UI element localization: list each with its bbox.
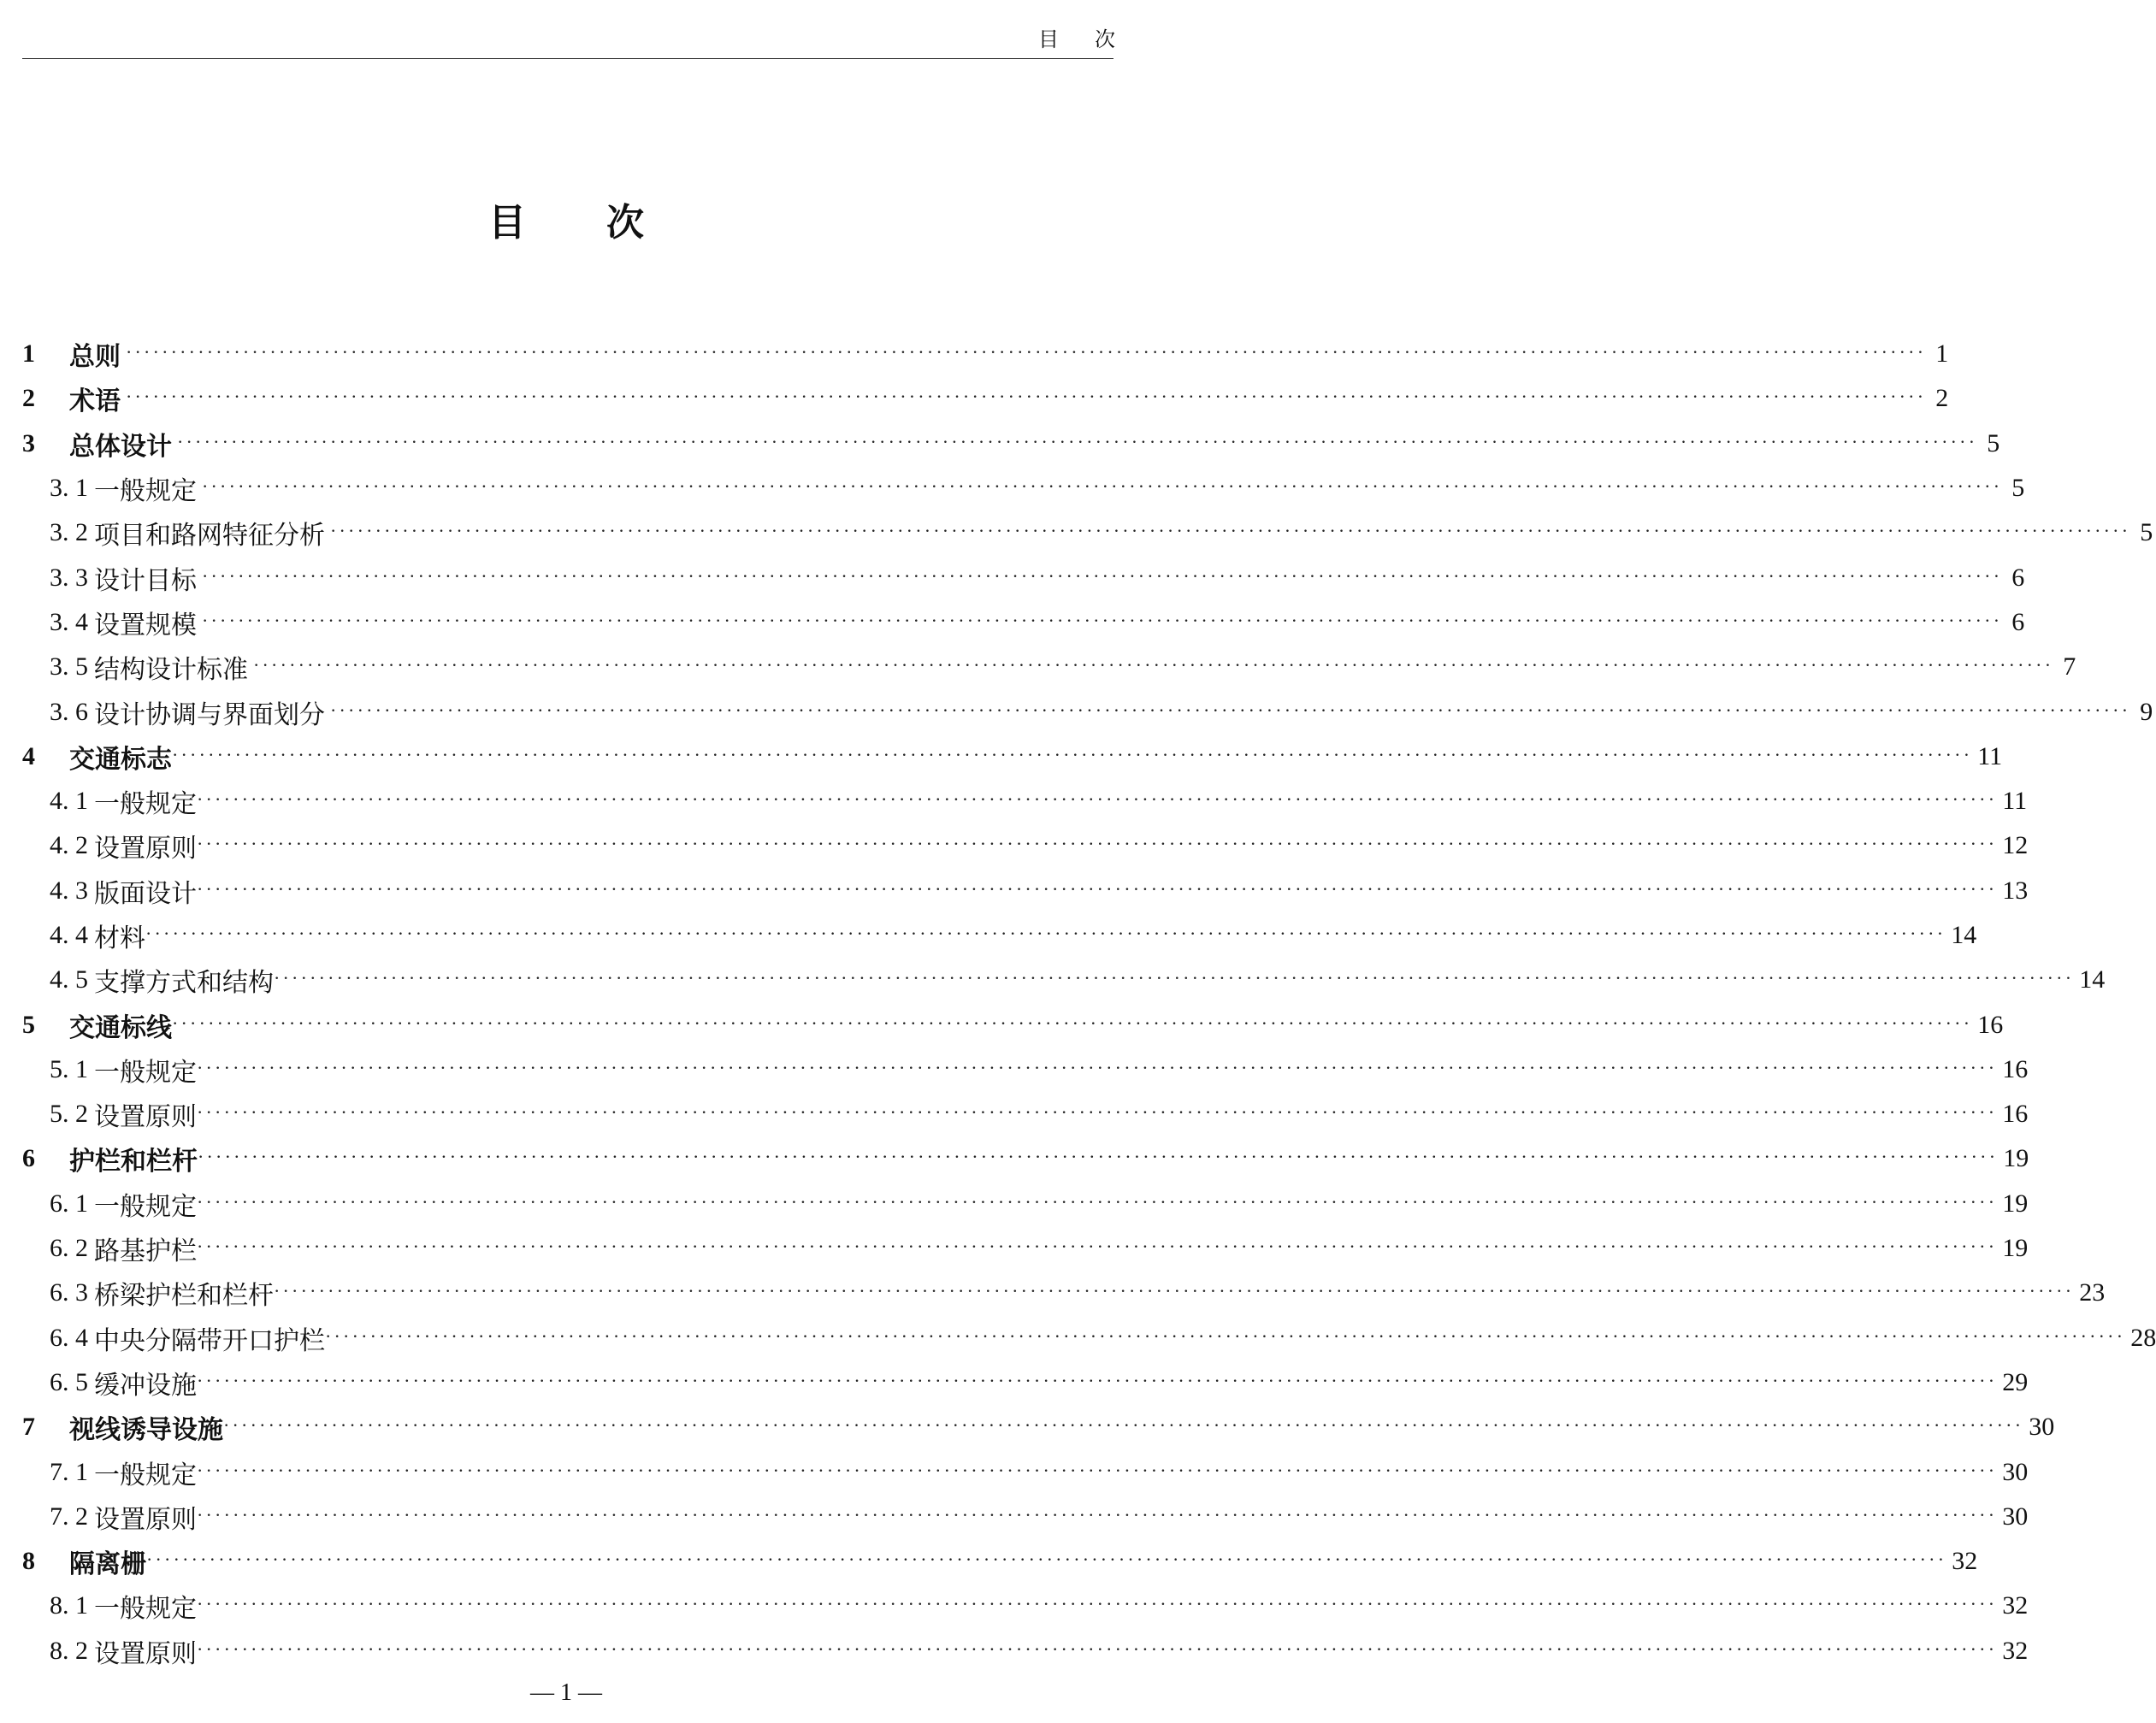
page-title xyxy=(0,192,1132,246)
toc-entry-title: 一般规定 xyxy=(94,1057,197,1088)
toc-section-entry[interactable] xyxy=(22,1360,2029,1405)
toc-entry-number: 3. 5 xyxy=(50,652,88,682)
toc-entry-page-number: 2 xyxy=(1935,384,1949,413)
toc-dot-leader: ········································································································································································································ xyxy=(197,1190,1998,1213)
toc-entry-page-number: 11 xyxy=(2002,787,2028,816)
toc-entry-page-number: 30 xyxy=(2002,1502,2029,1531)
toc-dot-leader: ········································································································································································································ xyxy=(126,341,1927,363)
toc-entry-title: 总体设计 xyxy=(69,431,172,462)
toc-section-entry[interactable] xyxy=(22,1226,2029,1271)
toc-entry-number: 5 xyxy=(22,1010,35,1039)
toc-dot-leader: ········································································································································································································ xyxy=(202,564,2003,587)
toc-entry-page-number: 30 xyxy=(2002,1457,2029,1486)
toc-section-entry[interactable] xyxy=(22,913,1977,958)
toc-dot-leader: ········································································································································································································ xyxy=(197,877,1998,900)
toc-entry-page-number: 14 xyxy=(2079,965,2106,994)
toc-entry-number: 6. 2 xyxy=(50,1234,88,1263)
toc-entry-number: 5. 2 xyxy=(50,1100,88,1129)
toc-dot-leader: ········································································································································································································ xyxy=(202,609,2003,631)
toc-entry-number: 3. 6 xyxy=(50,697,88,726)
toc-entry-title: 视线诱导设施 xyxy=(69,1415,223,1446)
toc-section-entry[interactable] xyxy=(22,645,2076,689)
toc-dot-leader: ········································································································································································································ xyxy=(197,833,1998,855)
toc-entry-title: 设置原则 xyxy=(94,834,197,864)
toc-entry-title: 一般规定 xyxy=(94,1191,197,1222)
running-header-right: 次 xyxy=(1095,27,1115,51)
toc-entry-title: 结构设计标准 xyxy=(94,655,248,686)
toc-dot-leader: ········································································································································································································ xyxy=(330,699,2131,721)
toc-entry-page-number: 16 xyxy=(1977,1010,2004,1039)
toc-entry-page-number: 32 xyxy=(2002,1591,2029,1620)
toc-dot-leader: ········································································································································································································ xyxy=(172,1012,1973,1034)
toc-section-entry[interactable] xyxy=(22,1449,2029,1494)
toc-chapter-entry[interactable] xyxy=(22,376,1949,421)
toc-entry-number: 7. 1 xyxy=(50,1457,88,1486)
toc-section-entry[interactable] xyxy=(22,823,2029,868)
toc-entry-number: 6. 3 xyxy=(50,1278,88,1307)
toc-entry-title: 桥梁护栏和栏杆 xyxy=(94,1281,274,1312)
toc-entry-number: 3. 4 xyxy=(50,607,88,636)
toc-entry-page-number: 11 xyxy=(1977,741,2003,770)
running-header xyxy=(1038,22,1115,52)
toc-entry-page-number: 19 xyxy=(2003,1144,2029,1173)
toc-dot-leader: ········································································································································································································ xyxy=(223,1414,2024,1437)
toc-entry-number: 8. 1 xyxy=(50,1591,88,1620)
toc-chapter-entry[interactable] xyxy=(22,332,1949,376)
toc-chapter-entry[interactable] xyxy=(22,1405,2055,1449)
toc-entry-page-number: 9 xyxy=(2140,697,2153,726)
toc-entry-number: 3 xyxy=(22,428,35,457)
toc-entry-number: 3. 2 xyxy=(50,518,88,547)
toc-entry-number: 8 xyxy=(22,1547,35,1576)
toc-entry-title: 支撑方式和结构 xyxy=(94,968,274,999)
toc-chapter-entry[interactable] xyxy=(22,1002,2004,1047)
toc-entry-page-number: 6 xyxy=(2011,607,2025,636)
toc-dot-leader: ········································································································································································································ xyxy=(197,1101,1998,1124)
toc-section-entry[interactable] xyxy=(22,1271,2106,1315)
toc-entry-number: 6. 1 xyxy=(50,1189,88,1218)
toc-entry-number: 6. 4 xyxy=(50,1323,88,1352)
toc-dot-leader: ········································································································································································································ xyxy=(172,743,1973,765)
toc-section-entry[interactable] xyxy=(22,1629,2029,1673)
toc-entry-title: 设计协调与界面划分 xyxy=(94,699,325,730)
toc-entry-number: 4. 3 xyxy=(50,876,88,905)
toc-entry-page-number: 30 xyxy=(2029,1413,2055,1442)
toc-entry-number: 3. 3 xyxy=(50,563,88,592)
toc-entry-number: 7. 2 xyxy=(50,1502,88,1531)
toc-dot-leader: ········································································································································································································ xyxy=(197,1236,1998,1258)
toc-dot-leader: ········································································································································································································ xyxy=(126,386,1927,408)
toc-entry-number: 4. 2 xyxy=(50,831,88,860)
toc-dot-leader: ········································································································································································································ xyxy=(197,1503,1998,1525)
toc-entry-title: 设置规模 xyxy=(94,610,197,640)
page-number-footer: — 1 — xyxy=(530,1679,602,1706)
toc-dot-leader: ········································································································································································································ xyxy=(253,654,2054,676)
toc-entry-number: 4. 1 xyxy=(50,787,88,816)
toc-dot-leader: ········································································································································································································ xyxy=(145,923,1946,944)
toc-section-entry[interactable] xyxy=(22,1584,2029,1628)
toc-chapter-entry[interactable] xyxy=(22,422,2000,466)
toc-entry-page-number: 5 xyxy=(2140,518,2153,547)
toc-section-entry[interactable] xyxy=(22,510,2153,555)
toc-section-entry[interactable] xyxy=(22,689,2153,734)
toc-entry-title: 缓冲设施 xyxy=(94,1370,197,1401)
toc-entry-page-number: 28 xyxy=(2130,1323,2156,1352)
toc-dot-leader: ········································································································································································································ xyxy=(197,1593,1998,1615)
toc-entry-title: 版面设计 xyxy=(94,878,197,909)
toc-entry-number: 8. 2 xyxy=(50,1636,88,1665)
toc-entry-page-number: 5 xyxy=(2011,474,2025,503)
toc-entry-page-number: 7 xyxy=(2063,652,2076,682)
toc-dot-leader: ········································································································································································································ xyxy=(274,967,2075,989)
toc-dot-leader: ········································································································································································································ xyxy=(330,520,2131,542)
toc-entry-title: 护栏和栏杆 xyxy=(69,1147,198,1177)
toc-entry-page-number: 19 xyxy=(2002,1234,2029,1263)
toc-entry-title: 一般规定 xyxy=(94,789,197,820)
toc-entry-title: 一般规定 xyxy=(94,1594,197,1625)
toc-entry-number: 6. 5 xyxy=(50,1367,88,1396)
header-divider xyxy=(22,58,1113,59)
toc-section-entry[interactable] xyxy=(22,600,2025,645)
toc-dot-leader: ········································································································································································································ xyxy=(177,430,1978,452)
toc-entry-page-number: 16 xyxy=(2002,1100,2029,1129)
toc-entry-title: 项目和路网特征分析 xyxy=(94,521,325,552)
toc-dot-leader: ········································································································································································································ xyxy=(197,1637,1998,1660)
toc-section-entry[interactable] xyxy=(22,1182,2029,1226)
toc-entry-title: 一般规定 xyxy=(94,1460,197,1490)
toc-entry-number: 5. 1 xyxy=(50,1054,88,1083)
toc-section-entry[interactable] xyxy=(22,1047,2029,1092)
toc-entry-title: 隔离栅 xyxy=(69,1549,146,1580)
toc-dot-leader: ········································································································································································································ xyxy=(197,788,1998,811)
toc-entry-page-number: 16 xyxy=(2002,1054,2029,1083)
toc-section-entry[interactable] xyxy=(22,958,2106,1002)
toc-entry-number: 4. 5 xyxy=(50,965,88,994)
toc-entry-number: 4. 4 xyxy=(50,921,88,949)
table-of-contents xyxy=(22,332,2156,1673)
toc-entry-number: 1 xyxy=(22,339,35,369)
toc-chapter-entry[interactable] xyxy=(22,1539,1978,1584)
toc-entry-title: 设计目标 xyxy=(94,565,197,596)
toc-entry-number: 2 xyxy=(22,384,35,413)
toc-entry-title: 交通标志 xyxy=(69,744,172,775)
toc-entry-title: 一般规定 xyxy=(94,476,197,507)
toc-entry-page-number: 6 xyxy=(2011,563,2025,592)
toc-entry-title: 中央分隔带开口护栏 xyxy=(94,1325,325,1356)
toc-section-entry[interactable] xyxy=(22,555,2025,599)
toc-section-entry[interactable] xyxy=(22,1495,2029,1539)
toc-entry-number: 7 xyxy=(22,1413,35,1442)
toc-section-entry[interactable] xyxy=(22,1316,2156,1360)
toc-chapter-entry[interactable] xyxy=(22,1136,2029,1181)
toc-entry-title: 材料 xyxy=(94,923,145,953)
toc-dot-leader: ········································································································································································································ xyxy=(198,1146,1999,1168)
toc-section-entry[interactable] xyxy=(22,1092,2029,1136)
toc-dot-leader: ········································································································································································································ xyxy=(325,1325,2126,1347)
toc-entry-page-number: 5 xyxy=(1987,428,2000,457)
toc-entry-title: 设置原则 xyxy=(94,1638,197,1669)
page-title-right: 次 xyxy=(606,201,644,245)
toc-entry-page-number: 19 xyxy=(2002,1189,2029,1218)
toc-section-entry[interactable] xyxy=(22,466,2025,510)
toc-dot-leader: ········································································································································································································ xyxy=(274,1280,2075,1302)
toc-section-entry[interactable] xyxy=(22,779,2028,823)
toc-entry-title: 设置原则 xyxy=(94,1504,197,1535)
toc-dot-leader: ········································································································································································································ xyxy=(197,1056,1998,1078)
toc-dot-leader: ········································································································································································································ xyxy=(146,1549,1947,1571)
toc-entry-number: 6 xyxy=(22,1144,35,1173)
toc-entry-title: 路基护栏 xyxy=(94,1236,197,1267)
running-header-left: 目 xyxy=(1038,27,1059,51)
toc-entry-title: 术语 xyxy=(69,386,121,417)
toc-entry-page-number: 12 xyxy=(2002,831,2029,860)
toc-entry-title: 交通标线 xyxy=(69,1012,172,1043)
toc-entry-page-number: 13 xyxy=(2002,876,2029,905)
toc-entry-number: 4 xyxy=(22,741,35,770)
page-title-left: 目 xyxy=(488,201,526,245)
toc-entry-title: 总则 xyxy=(69,342,121,373)
toc-entry-title: 设置原则 xyxy=(94,1102,197,1133)
toc-section-entry[interactable] xyxy=(22,869,2029,913)
toc-dot-leader: ········································································································································································································ xyxy=(202,475,2003,498)
toc-entry-page-number: 1 xyxy=(1935,339,1949,369)
toc-dot-leader: ········································································································································································································ xyxy=(197,1459,1998,1481)
toc-entry-page-number: 14 xyxy=(1951,921,1977,949)
toc-entry-page-number: 29 xyxy=(2002,1367,2029,1396)
toc-entry-page-number: 23 xyxy=(2079,1278,2106,1307)
toc-entry-page-number: 32 xyxy=(1952,1547,1978,1576)
toc-entry-number: 3. 1 xyxy=(50,474,88,503)
toc-chapter-entry[interactable] xyxy=(22,735,2003,779)
toc-dot-leader: ········································································································································································································ xyxy=(197,1369,1998,1391)
toc-entry-page-number: 32 xyxy=(2002,1636,2029,1665)
